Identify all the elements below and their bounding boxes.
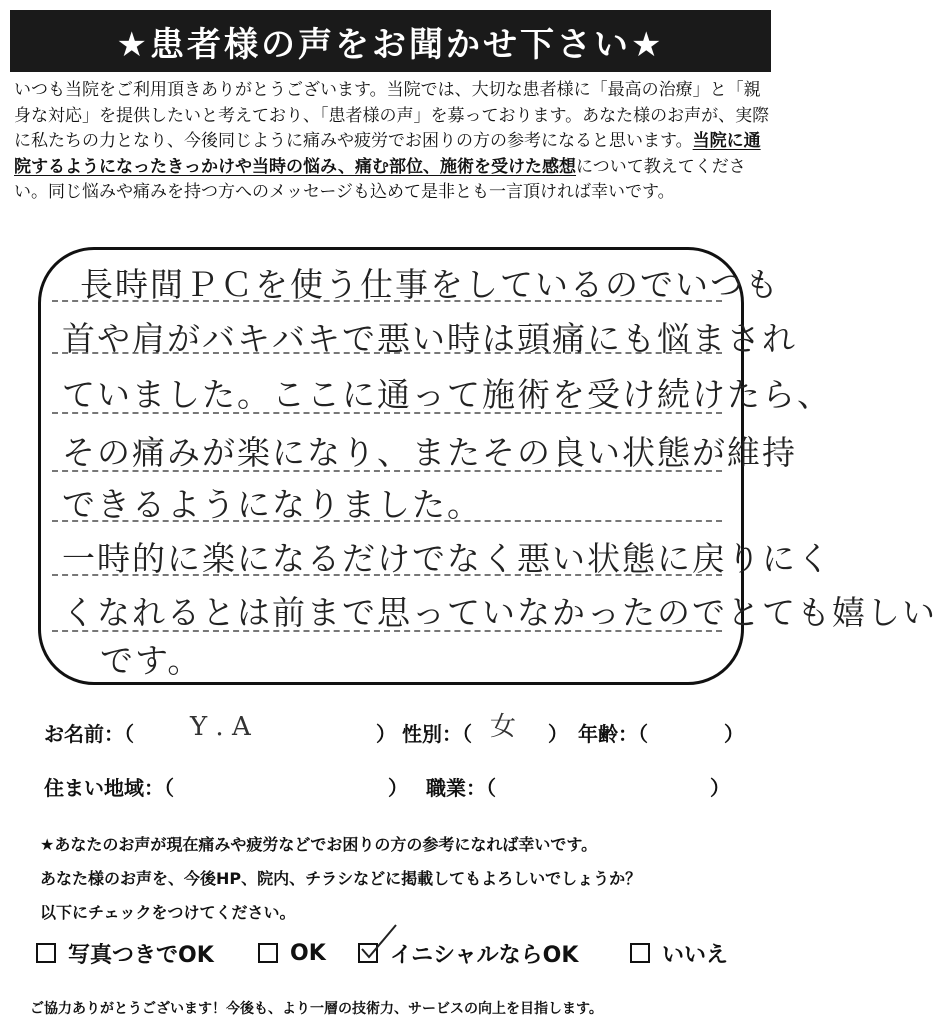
job-label: 職業：（ <box>426 776 496 800</box>
intro-text <box>14 78 770 206</box>
area-label: 住まい地域：（ <box>44 776 174 800</box>
gender-label: 性別：（ <box>402 722 472 746</box>
testimonial-line: その痛みが楽になり、またその良い状態が維持 <box>62 433 797 472</box>
area-close: ） <box>388 776 408 800</box>
choice-label: いいえ <box>662 942 729 968</box>
intro-text-highlight: 当院に通院するようになったきっかけや当時の悩み、痛む部位、施術を受けた感想 <box>14 131 761 177</box>
checkbox-checked[interactable] <box>358 943 378 963</box>
choice-label: OK <box>290 940 326 966</box>
intro-text-part2: について教えてください。同じ悩みや痛みを持つ方へのメッセージも込めて是非とも一言頂ければ幸いです。 <box>14 156 746 203</box>
age-label: 年齢：（ <box>578 722 648 746</box>
testimonial-line: 首や肩がバキバキで悪い時は頭痛にも悩まされ <box>62 319 797 358</box>
choice-no[interactable] <box>630 940 728 966</box>
testimonial-line: 一時的に楽になるだけでなく悪い状態に戻りにく <box>62 539 832 578</box>
intro-text-part1: いつも当院をご利用頂きありがとうございます。当院では、大切な患者様に「最高の治療」と「親身な対応」を提供したいと考えており、「患者様の声」を募っております。あなた様のお声が、実際に私たちの力となり、今後同じように痛みや疲労でお困りの方の参考になると思います。 <box>14 80 770 152</box>
age-close: ） <box>724 722 744 746</box>
consent-message-1: ★あなたのお声が現在痛みや疲労などでお困りの方の参考になれば幸いです。 <box>40 835 598 854</box>
choice-label: 写真つきでOK <box>68 942 214 968</box>
testimonial-line: です。 <box>100 641 203 680</box>
choice-initial-ok[interactable] <box>358 940 578 966</box>
job-close: ） <box>710 776 730 800</box>
name-value[interactable]: Y . A <box>190 712 251 742</box>
testimonial-line: できるようになりました。 <box>62 485 482 524</box>
checkbox[interactable] <box>258 943 278 963</box>
choice-label: イニシャルならOK <box>390 942 579 968</box>
choice-photo-ok[interactable] <box>36 940 214 966</box>
page-title-banner: ★患者様の声をお聞かせ下さい★ <box>10 10 771 72</box>
gender-close: ） <box>548 722 568 746</box>
checkbox[interactable] <box>36 943 56 963</box>
testimonial-line: 長時間ＰＣを使う仕事をしているのでいつも <box>80 265 780 304</box>
name-label: お名前：（ <box>44 722 134 746</box>
name-close: ） <box>376 722 396 746</box>
testimonial-line: ていました。ここに通って施術を受け続けたら、 <box>62 375 832 414</box>
choice-ok[interactable] <box>258 940 326 966</box>
consent-message-2: あなた様のお声を、今後HP、院内、チラシなどに掲載してもよろしいでしょうか？ <box>40 869 642 888</box>
testimonial-line: くなれるとは前まで思っていなかったのでとても嬉しい <box>62 593 937 632</box>
consent-message-3: 以下にチェックをつけてください。 <box>40 903 296 922</box>
footer-text: ご協力ありがとうございます！今後も、より一層の技術力、サービスの向上を目指します。 <box>30 1001 603 1017</box>
checkbox[interactable] <box>630 943 650 963</box>
checkmark-icon <box>358 923 398 963</box>
gender-value[interactable]: 女 <box>490 712 517 742</box>
